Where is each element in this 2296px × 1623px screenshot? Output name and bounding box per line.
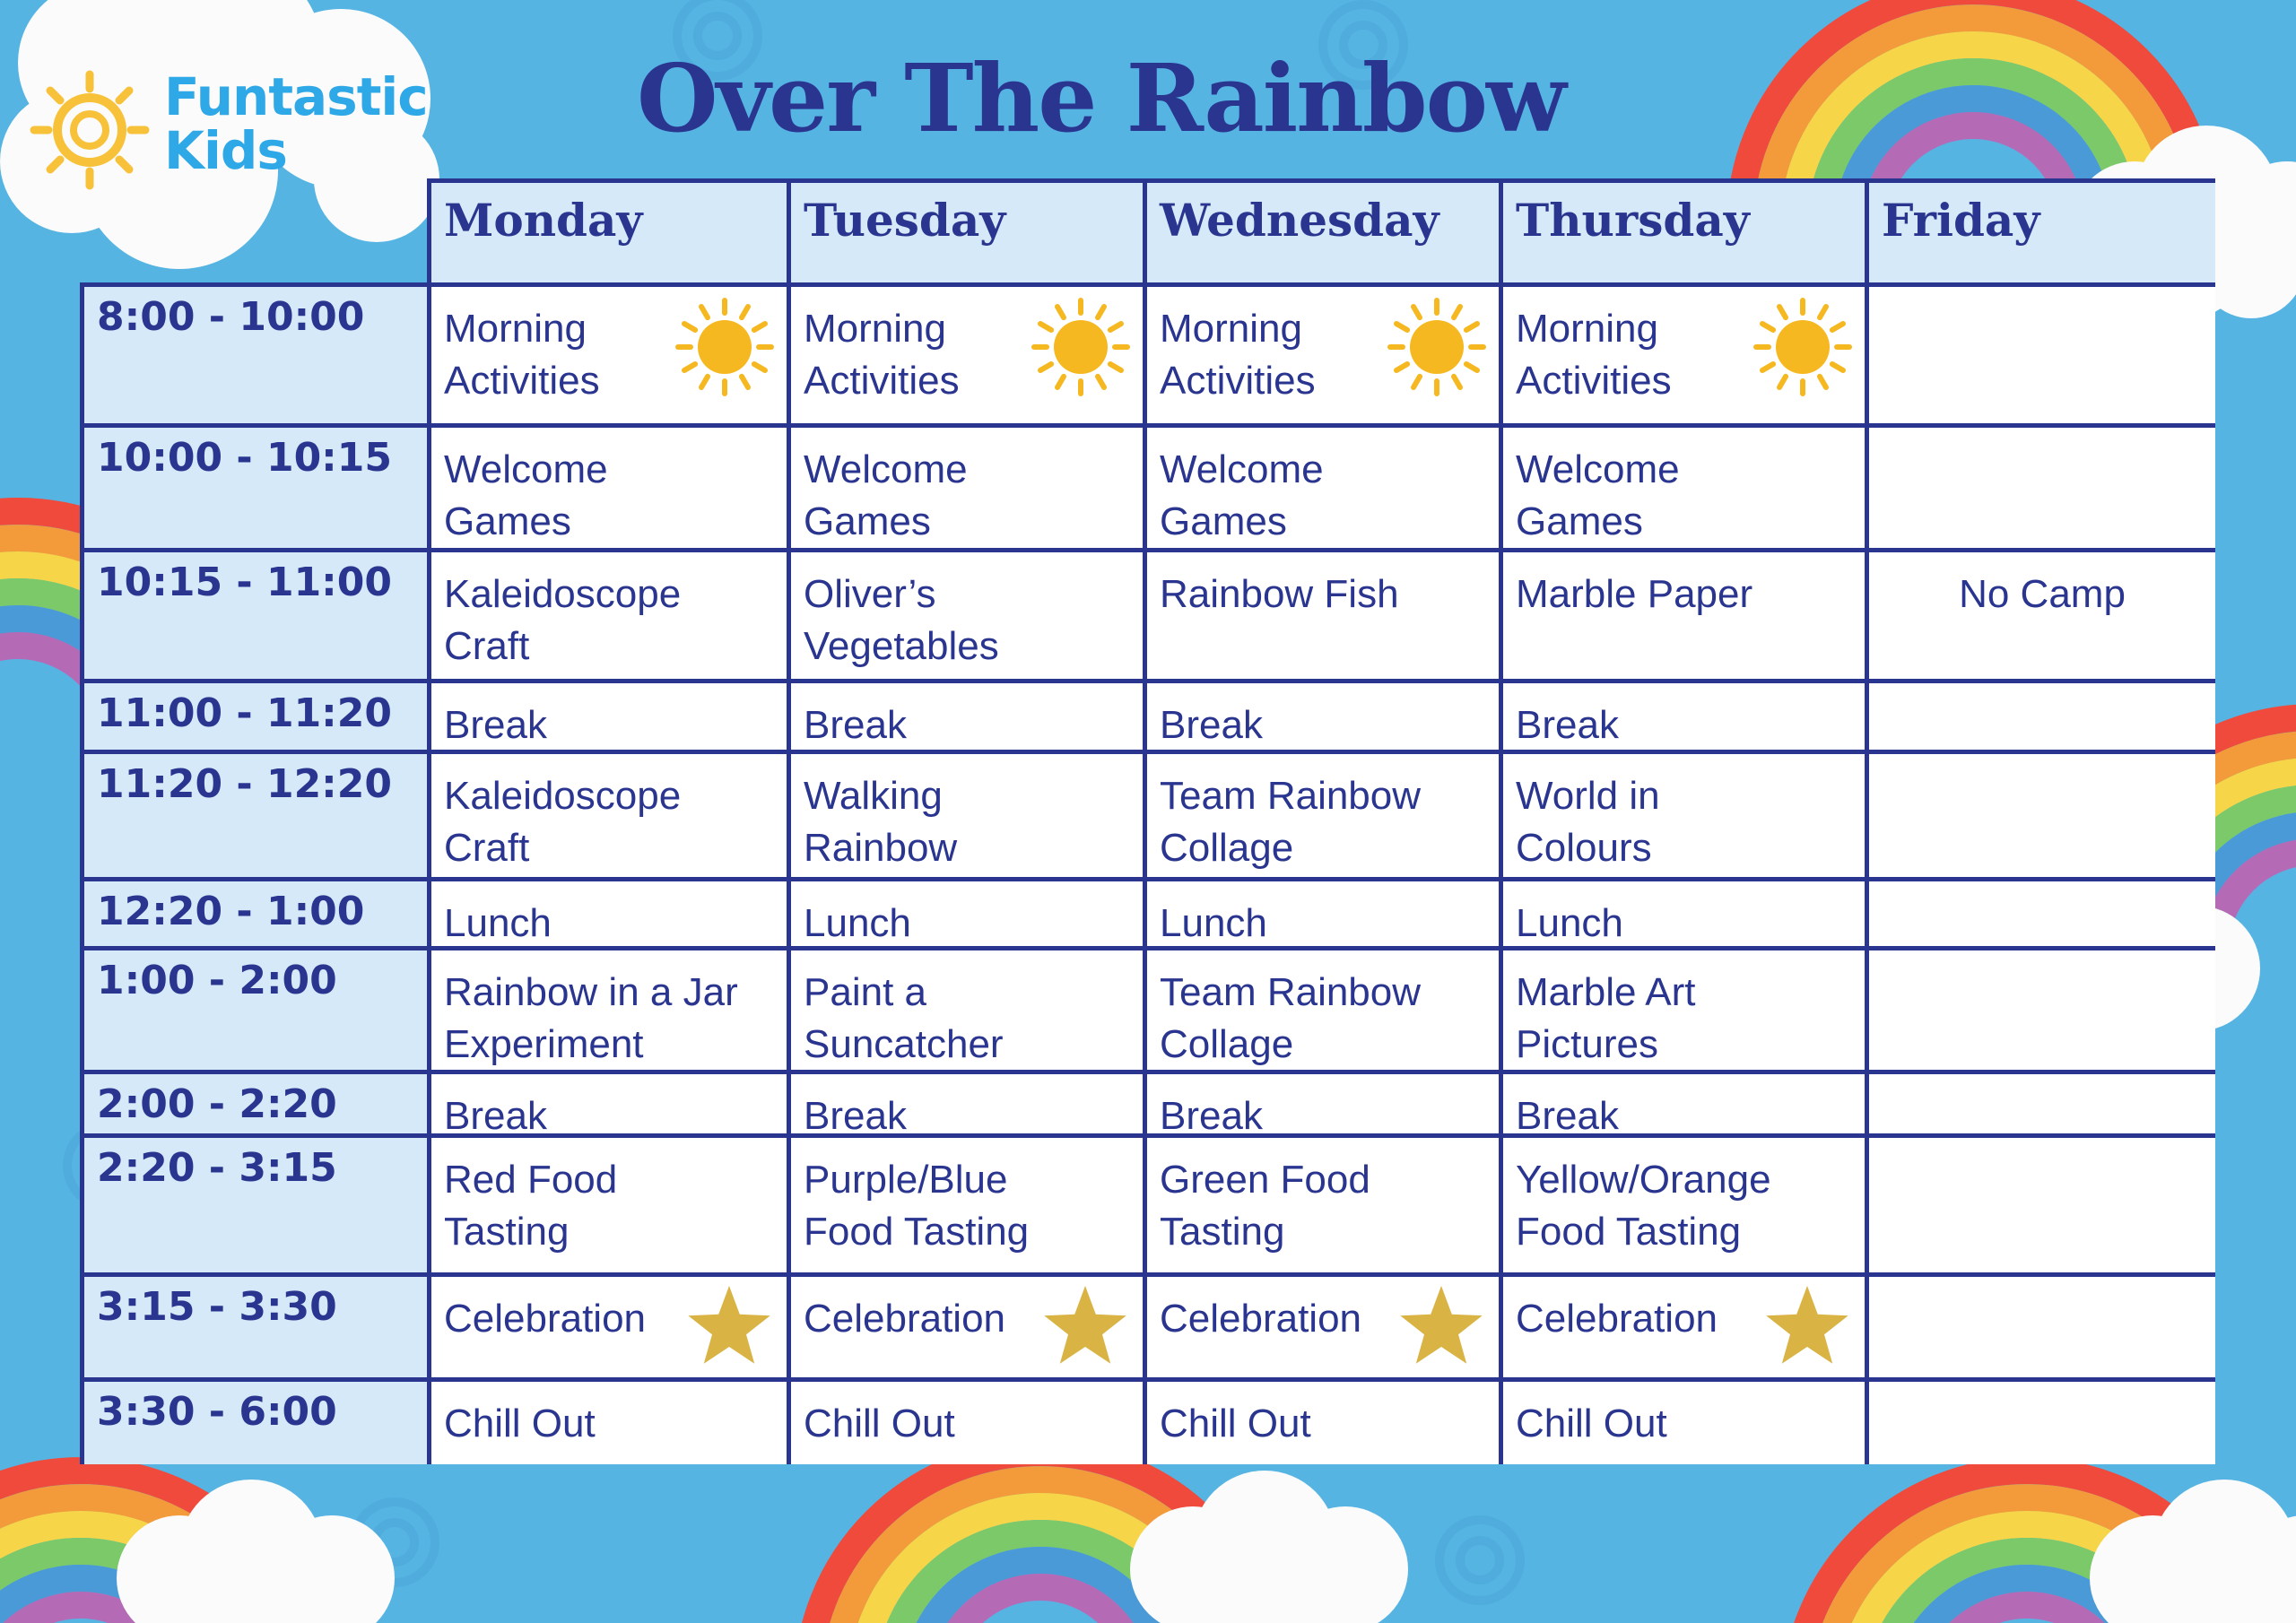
- time-slot-label: 10:15 - 11:00: [97, 560, 393, 605]
- activity-label: Green Food Tasting: [1160, 1158, 1370, 1254]
- activity-cell: [431, 552, 787, 679]
- day-header-label: Monday: [444, 194, 643, 247]
- time-slot-label: 2:00 - 2:20: [97, 1081, 337, 1127]
- activity-cell: [431, 287, 787, 423]
- day-header-friday: [1869, 183, 2215, 282]
- activity-cell: [1869, 287, 2215, 423]
- time-slot: [84, 1138, 427, 1272]
- time-slot: [84, 1382, 427, 1464]
- activity-label: Celebration: [804, 1297, 1006, 1341]
- activity-cell: [1869, 1138, 2215, 1272]
- time-slot: [84, 683, 427, 750]
- activity-cell: [1147, 1277, 1499, 1377]
- activity-cell: [1869, 1074, 2215, 1133]
- activity-label: World in Colours: [1516, 774, 1660, 870]
- sun-icon: [675, 298, 774, 410]
- activity-cell: [1503, 428, 1865, 548]
- activity-label: Break: [804, 1094, 907, 1133]
- activity-cell: [431, 1074, 787, 1133]
- star-icon: [1040, 1282, 1130, 1377]
- activity-label: Kaleidoscope Craft: [444, 572, 682, 668]
- activity-label: Lunch: [1516, 901, 1623, 945]
- activity-label: Celebration: [1160, 1297, 1362, 1341]
- activity-cell: [1869, 1382, 2215, 1464]
- activity-label: Morning Activities: [444, 307, 600, 403]
- time-slot: [84, 428, 427, 548]
- activity-cell: [1869, 754, 2215, 877]
- activity-label: Yellow/Orange Food Tasting: [1516, 1158, 1771, 1254]
- day-header-label: Friday: [1882, 194, 2040, 247]
- activity-label: Team Rainbow Collage: [1160, 774, 1422, 870]
- day-header-label: Thursday: [1516, 194, 1750, 247]
- time-slot-label: 8:00 - 10:00: [97, 294, 365, 340]
- day-header-monday: [431, 183, 787, 282]
- star-icon: [1762, 1282, 1852, 1377]
- time-slot-label: 1:00 - 2:00: [97, 958, 337, 1003]
- activity-label: Break: [444, 1094, 547, 1133]
- star-icon: [1396, 1282, 1486, 1377]
- time-slot-label: 11:00 - 11:20: [97, 690, 393, 736]
- activity-cell: [1503, 950, 1865, 1070]
- time-slot-label: 11:20 - 12:20: [97, 761, 393, 807]
- activity-label: Chill Out: [1160, 1402, 1311, 1445]
- activity-cell: [1503, 552, 1865, 679]
- activity-label: Chill Out: [1516, 1402, 1667, 1445]
- activity-cell: [1147, 754, 1499, 877]
- day-header-label: Wednesday: [1160, 194, 1439, 247]
- activity-label: Team Rainbow Collage: [1160, 970, 1422, 1066]
- activity-cell: [791, 287, 1143, 423]
- activity-label: Rainbow in a Jar Experiment: [444, 970, 738, 1066]
- activity-label: Lunch: [804, 901, 911, 945]
- activity-cell: [1147, 287, 1499, 423]
- star-icon: [684, 1282, 774, 1377]
- activity-cell: [1869, 683, 2215, 750]
- activity-label: Celebration: [444, 1297, 647, 1341]
- time-slot-label: 3:30 - 6:00: [97, 1389, 337, 1435]
- activity-label: Rainbow Fish: [1160, 572, 1399, 616]
- activity-label: Break: [444, 703, 547, 747]
- activity-cell: [431, 1277, 787, 1377]
- activity-cell: [431, 754, 787, 877]
- activity-cell: [1503, 1277, 1865, 1377]
- activity-label: Break: [1516, 1094, 1619, 1133]
- activity-cell: [1503, 754, 1865, 877]
- activity-cell: [1147, 552, 1499, 679]
- time-slot-label: 2:20 - 3:15: [97, 1145, 337, 1191]
- day-header-thursday: [1503, 183, 1865, 282]
- time-slot-label: 12:20 - 1:00: [97, 889, 365, 934]
- brand-logo: [164, 66, 428, 181]
- activity-cell: [1147, 1138, 1499, 1272]
- time-slot: [84, 754, 427, 877]
- activity-label: Morning Activities: [1160, 307, 1316, 403]
- activity-label: Walking Rainbow: [804, 774, 958, 870]
- activity-cell: [1147, 1382, 1499, 1464]
- activity-cell: [791, 754, 1143, 877]
- activity-label: Lunch: [444, 901, 552, 945]
- activity-cell: [1503, 1382, 1865, 1464]
- activity-cell: [431, 950, 787, 1070]
- activity-cell: [1503, 1074, 1865, 1133]
- activity-label: Welcome Games: [1516, 447, 1680, 543]
- activity-cell: [1147, 428, 1499, 548]
- page-title: Over The Rainbow: [637, 43, 1565, 153]
- activity-label: No Camp: [1959, 572, 2126, 616]
- time-slot-label: 10:00 - 10:15: [97, 435, 393, 481]
- activity-cell: [431, 1382, 787, 1464]
- activity-label: Oliver’s Vegetables: [804, 572, 999, 668]
- activity-cell: [791, 1074, 1143, 1133]
- activity-cell: [1147, 881, 1499, 946]
- brand-name-line2: Kids: [164, 120, 287, 181]
- activity-cell: [431, 881, 787, 946]
- activity-cell: [1147, 950, 1499, 1070]
- activity-label: Morning Activities: [1516, 307, 1672, 403]
- activity-label: Lunch: [1160, 901, 1267, 945]
- activity-cell: [791, 1382, 1143, 1464]
- activity-cell: [1147, 1074, 1499, 1133]
- activity-label: Purple/Blue Food Tasting: [804, 1158, 1030, 1254]
- activity-label: Red Food Tasting: [444, 1158, 618, 1254]
- activity-cell: [1147, 683, 1499, 750]
- activity-label: Break: [1516, 703, 1619, 747]
- activity-label: Chill Out: [804, 1402, 955, 1445]
- time-slot-label: 3:15 - 3:30: [97, 1284, 337, 1330]
- activity-label: Welcome Games: [444, 447, 608, 543]
- activity-label: Morning Activities: [804, 307, 960, 403]
- time-slot: [84, 1277, 427, 1377]
- activity-cell: [1869, 428, 2215, 548]
- activity-cell: [1503, 1138, 1865, 1272]
- activity-label: Chill Out: [444, 1402, 596, 1445]
- activity-cell: [1869, 950, 2215, 1070]
- activity-cell: [1503, 287, 1865, 423]
- activity-cell: [791, 428, 1143, 548]
- activity-label: Marble Art Pictures: [1516, 970, 1696, 1066]
- activity-cell: [1869, 1277, 2215, 1377]
- activity-cell: [431, 683, 787, 750]
- brand-name-line1: Funtastic: [164, 66, 428, 127]
- activity-label: Break: [1160, 703, 1263, 747]
- activity-label: Celebration: [1516, 1297, 1718, 1341]
- time-slot: [84, 287, 427, 423]
- time-slot: [84, 950, 427, 1070]
- activity-cell: [791, 1138, 1143, 1272]
- activity-label: Kaleidoscope Craft: [444, 774, 682, 870]
- activity-cell: [1869, 552, 2215, 679]
- sun-icon: [1753, 298, 1852, 410]
- activity-cell: [791, 1277, 1143, 1377]
- sun-icon: [1031, 298, 1130, 410]
- time-slot: [84, 552, 427, 679]
- sun-icon: [1387, 298, 1486, 410]
- activity-label: Marble Paper: [1516, 572, 1753, 616]
- activity-cell: [1503, 683, 1865, 750]
- activity-cell: [791, 881, 1143, 946]
- time-slot: [84, 881, 427, 946]
- activity-cell: [431, 428, 787, 548]
- activity-label: Welcome Games: [804, 447, 968, 543]
- activity-cell: [1869, 881, 2215, 946]
- activity-label: Break: [804, 703, 907, 747]
- activity-cell: [791, 552, 1143, 679]
- day-header-label: Tuesday: [804, 194, 1006, 247]
- activity-cell: [791, 683, 1143, 750]
- activity-label: Break: [1160, 1094, 1263, 1133]
- activity-cell: [791, 950, 1143, 1070]
- activity-label: Welcome Games: [1160, 447, 1324, 543]
- activity-cell: [1503, 881, 1865, 946]
- day-header-tuesday: [791, 183, 1143, 282]
- time-slot: [84, 1074, 427, 1133]
- activity-cell: [431, 1138, 787, 1272]
- activity-label: Paint a Suncatcher: [804, 970, 1004, 1066]
- day-header-wednesday: [1147, 183, 1499, 282]
- sun-logo-icon: [27, 67, 152, 193]
